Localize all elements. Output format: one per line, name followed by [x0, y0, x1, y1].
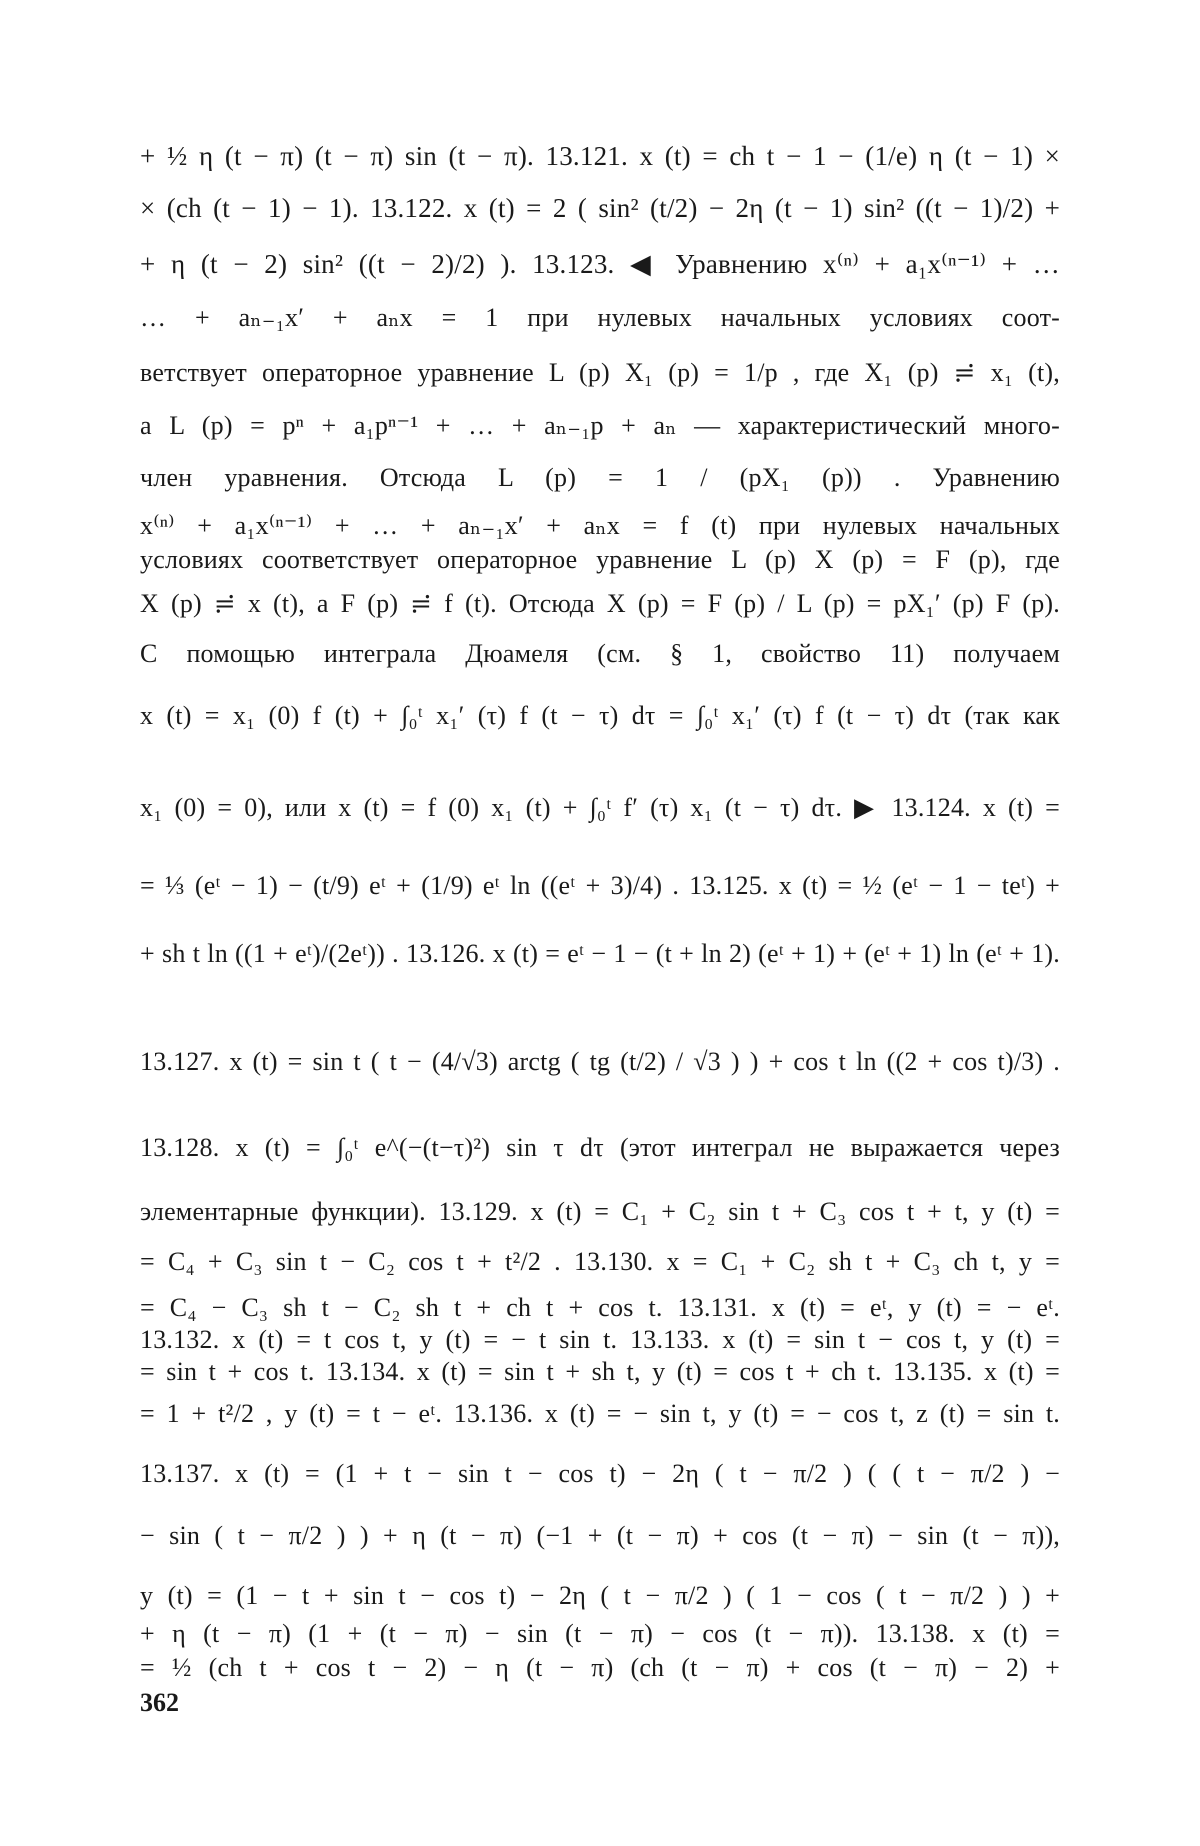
text-line: − sin ( t − π/2 ) ) + η (t − π) (−1 + (t − π) + cos (t − π) − sin (t − π)),	[140, 1521, 1060, 1550]
text-line: член уравнения. Отсюда L (p) = 1 / (pX₁ (p)) . Уравнению	[140, 463, 1060, 492]
text-line: = C₄ + C₃ sin t − C₂ cos t + t²/2 . 13.130. x = C₁ + C₂ sh t + C₃ ch t, y =	[140, 1247, 1060, 1276]
text-line: = ½ (ch t + cos t − 2) − η (t − π) (ch (t − π) + cos (t − π) − 2) +	[140, 1653, 1060, 1682]
text-line: 13.128. x (t) = ∫₀ᵗ e^(−(t−τ)²) sin τ dτ (этот интеграл не выражается через	[140, 1133, 1060, 1162]
text-line: … + aₙ₋₁x′ + aₙx = 1 при нулевых начальных условиях соот-	[140, 303, 1060, 332]
text-line: = 1 + t²/2 , y (t) = t − eᵗ. 13.136. x (t) = − sin t, y (t) = − cos t, z (t) = sin t.	[140, 1399, 1060, 1428]
text-line: + η (t − 2) sin² ((t − 2)/2) ). 13.123. ◀ Уравнению x⁽ⁿ⁾ + a₁x⁽ⁿ⁻¹⁾ + …	[140, 249, 1060, 279]
text-line: x⁽ⁿ⁾ + a₁x⁽ⁿ⁻¹⁾ + … + aₙ₋₁x′ + aₙx = f (t) при нулевых начальных	[140, 511, 1060, 540]
text-line: ветствует операторное уравнение L (p) X₁ (p) = 1/p , где X₁ (p) ≓ x₁ (t),	[140, 358, 1060, 387]
text-line: = ⅓ (eᵗ − 1) − (t/9) eᵗ + (1/9) eᵗ ln ((eᵗ + 3)/4) . 13.125. x (t) = ½ (eᵗ − 1 − teᵗ) +	[140, 871, 1060, 900]
text-line: 13.132. x (t) = t cos t, y (t) = − t sin t. 13.133. x (t) = sin t − cos t, y (t) =	[140, 1325, 1060, 1354]
text-line: = sin t + cos t. 13.134. x (t) = sin t + sh t, y (t) = cos t + ch t. 13.135. x (t) =	[140, 1357, 1060, 1386]
text-line: X (p) ≓ x (t), а F (p) ≓ f (t). Отсюда X (p) = F (p) / L (p) = pX₁′ (p) F (p).	[140, 589, 1060, 618]
text-line: элементарные функции). 13.129. x (t) = C₁ + C₂ sin t + C₃ cos t + t, y (t) =	[140, 1197, 1060, 1226]
text-line: 13.127. x (t) = sin t ( t − (4/√3) arctg ( tg (t/2) / √3 ) ) + cos t ln ((2 + cos t)/3) .	[140, 1047, 1060, 1076]
text-line: = C₄ − C₃ sh t − C₂ sh t + ch t + cos t. 13.131. x (t) = eᵗ, y (t) = − eᵗ.	[140, 1293, 1060, 1322]
text-line: y (t) = (1 − t + sin t − cos t) − 2η ( t − π/2 ) ( 1 − cos ( t − π/2 ) ) +	[140, 1581, 1060, 1610]
text-line: условиях соответствует операторное уравнение L (p) X (p) = F (p), где	[140, 545, 1060, 574]
text-line: + η (t − π) (1 + (t − π) − sin (t − π) − cos (t − π)). 13.138. x (t) =	[140, 1619, 1060, 1648]
text-line: + sh t ln ((1 + eᵗ)/(2eᵗ)) . 13.126. x (t) = eᵗ − 1 − (t + ln 2) (eᵗ + 1) + (eᵗ + 1) ln (eᵗ + 1).	[140, 939, 1060, 968]
text-line: x₁ (0) = 0), или x (t) = f (0) x₁ (t) + ∫₀ᵗ f′ (τ) x₁ (t − τ) dτ. ▶ 13.124. x (t) =	[140, 793, 1060, 822]
text-line: x (t) = x₁ (0) f (t) + ∫₀ᵗ x₁′ (τ) f (t − τ) dτ = ∫₀ᵗ x₁′ (τ) f (t − τ) dτ (так как	[140, 701, 1060, 730]
text-line: + ½ η (t − π) (t − π) sin (t − π). 13.121. x (t) = ch t − 1 − (1/e) η (t − 1) ×	[140, 141, 1060, 171]
text-line: а L (p) = pⁿ + a₁pⁿ⁻¹ + … + aₙ₋₁p + aₙ — характеристический много-	[140, 411, 1060, 440]
text-line: 13.137. x (t) = (1 + t − sin t − cos t) − 2η ( t − π/2 ) ( ( t − π/2 ) −	[140, 1459, 1060, 1488]
text-line: × (ch (t − 1) − 1). 13.122. x (t) = 2 ( sin² (t/2) − 2η (t − 1) sin² ((t − 1)/2) +	[140, 193, 1060, 223]
text-line: С помощью интеграла Дюамеля (см. § 1, свойство 11) получаем	[140, 639, 1060, 668]
page-number: 362	[140, 1688, 179, 1717]
